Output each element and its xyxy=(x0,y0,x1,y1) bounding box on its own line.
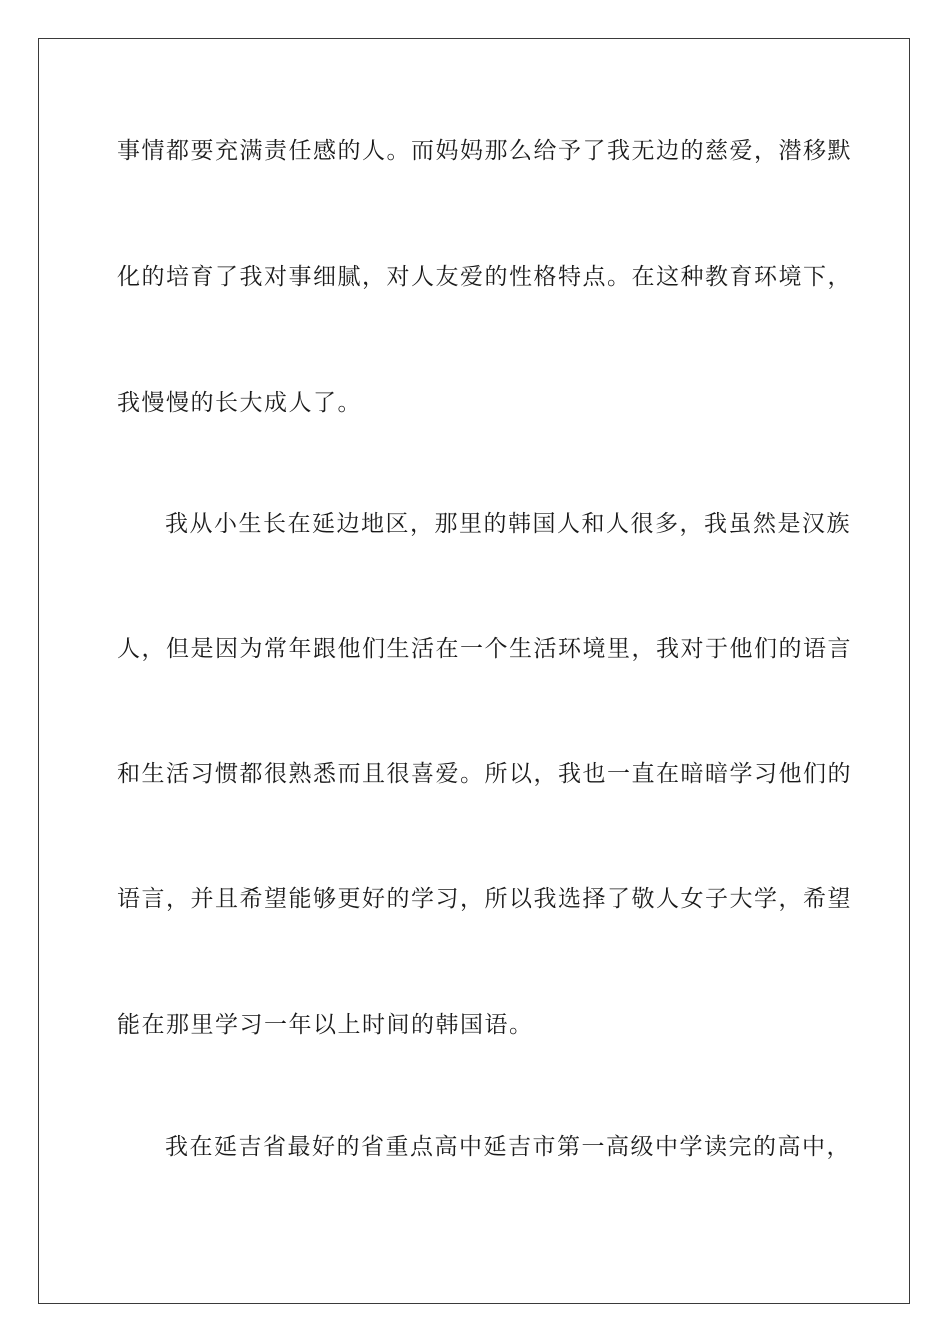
paragraph-line: 我慢慢的长大成人了。 xyxy=(117,390,362,416)
paragraph-line: 事情都要充满责任感的人。而妈妈那么给予了我无边的慈爱，潜移默 xyxy=(117,138,852,164)
paragraph-line: 我在延吉省最好的省重点高中延吉市第一高级中学读完的高中， xyxy=(165,1134,851,1160)
paragraph-line: 能在那里学习一年以上时间的韩国语。 xyxy=(117,1012,534,1038)
page-border xyxy=(38,38,910,1304)
paragraph-line: 我从小生长在延边地区，那里的韩国人和人很多，我虽然是汉族 xyxy=(165,511,851,537)
paragraph-line: 人，但是因为常年跟他们生活在一个生活环境里，我对于他们的语言 xyxy=(117,636,852,662)
paragraph-line: 化的培育了我对事细腻，对人友爱的性格特点。在这种教育环境下， xyxy=(117,264,852,290)
paragraph-line: 语言，并且希望能够更好的学习，所以我选择了敬人女子大学，希望 xyxy=(117,886,852,912)
paragraph-line: 和生活习惯都很熟悉而且很喜爱。所以，我也一直在暗暗学习他们的 xyxy=(117,761,852,787)
